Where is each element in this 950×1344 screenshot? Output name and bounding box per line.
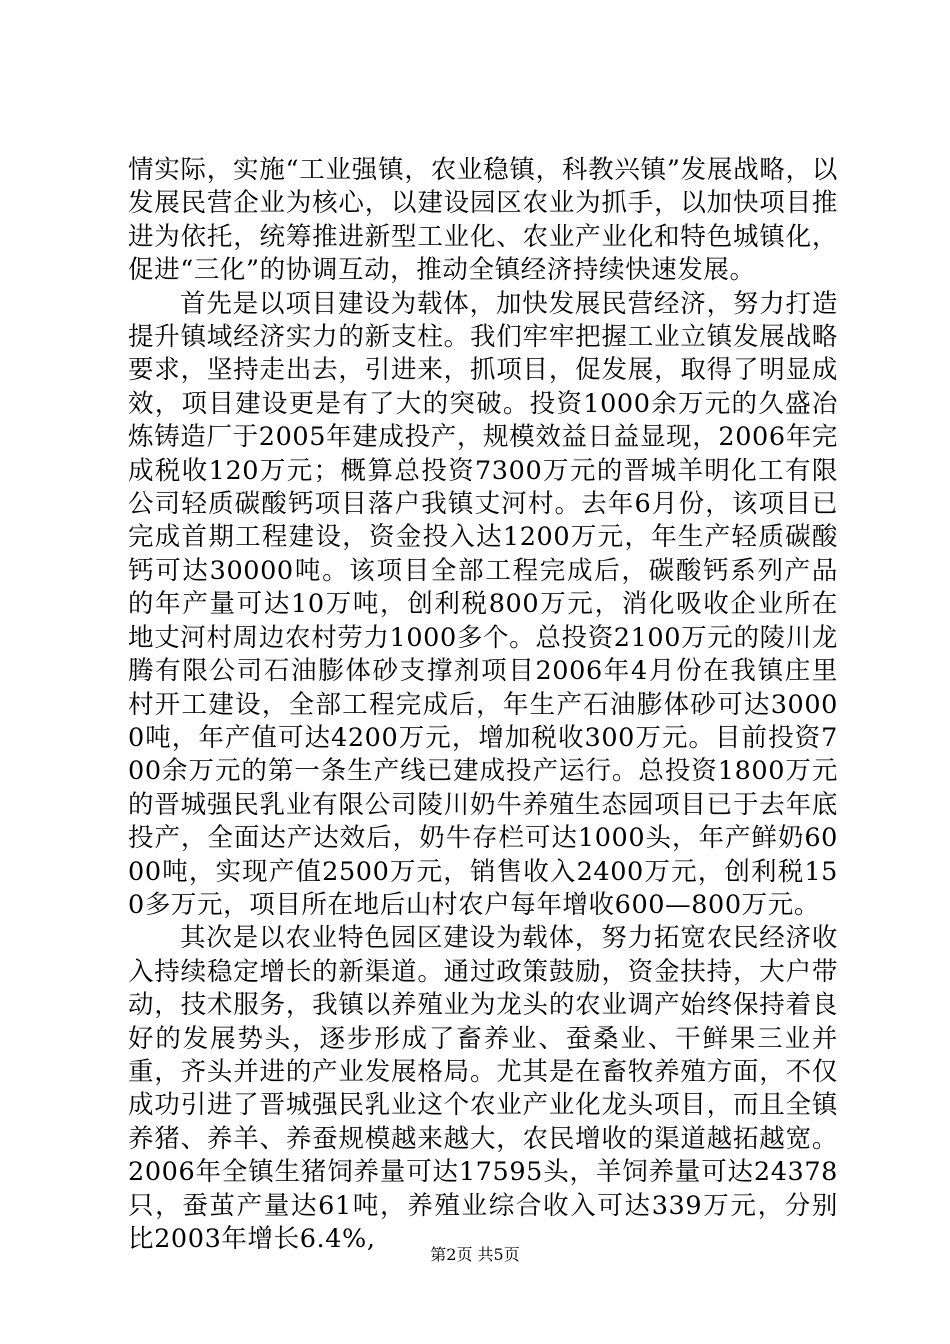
paragraph-1: 情实际，实施“工业强镇，农业稳镇，科教兴镇”发展战略，以发展民营企业为核心，以建设园区农业为抓手，以加快项目推进为依托，统筹推进新型工业化、农业产业化和特色城镇化，促进“三化”的协调互动，推动全镇经济持续快速发展。	[128, 155, 838, 286]
page-footer	[0, 1244, 950, 1266]
page-number-label: 第2页 共5页	[430, 1245, 520, 1264]
document-body	[128, 154, 838, 1256]
paragraph-3: 其次是以农业特色园区建设为载体，努力拓宽农民经济收入持续稳定增长的新渠道。通过政策鼓励，资金扶持，大户带动，技术服务，我镇以养殖业为龙头的农业调产始终保持着良好的发展势头，逐步形成了畜养业、蚕桑业、干鲜果三业并重，齐头并进的产业发展格局。尤其是在畜牧养殖方面，不仅成功引进了晋城强民乳业这个农业产业化龙头项目，而且全镇养猪、养羊、养蚕规模越来越大，农民增收的渠道越拓越宽。2006年全镇生猪饲养量可达17595头，羊饲养量可达24378只，蚕茧产量达61吨，养殖业综合收入可达339万元，分别比2003年增长6.4%,	[128, 923, 838, 1254]
paragraph-2: 首先是以项目建设为载体，加快发展民营经济，努力打造提升镇域经济实力的新支柱。我们牢牢把握工业立镇发展战略要求，坚持走出去，引进来，抓项目，促发展，取得了明显成效，项目建设更是有了大的突破。投资1000余万元的久盛冶炼铸造厂于2005年建成投产，规模效益日益显现，2006年完成税收120万元；概算总投资7300万元的晋城羊明化工有限公司轻质碳酸钙项目落户我镇丈河村。去年6月份，该项目已完成首期工程建设，资金投入达1200万元，年生产轻质碳酸钙可达30000吨。该项目全部工程完成后，碳酸钙系列产品的年产量可达10万吨，创利税800万元，消化吸收企业所在地丈河村周边农村劳力1000多个。总投资2100万元的陵川龙腾有限公司石油膨体砂支撑剂项目2006年4月份在我镇庄里村开工建设，全部工程完成后，年生产石油膨体砂可达30000吨，年产值可达4200万元，增加税收300万元。目前投资700余万元的第一条生产线已建成投产运行。总投资1800万元的晋城强民乳业有限公司陵川奶牛养殖生态园项目已于去年底投产，全面达产达效后，奶牛存栏可达1000头，年产鲜奶6000吨，实现产值2500万元，销售收入2400万元，创利税150多万元，项目所在地后山村农户每年增收600—800万元。	[128, 288, 838, 920]
